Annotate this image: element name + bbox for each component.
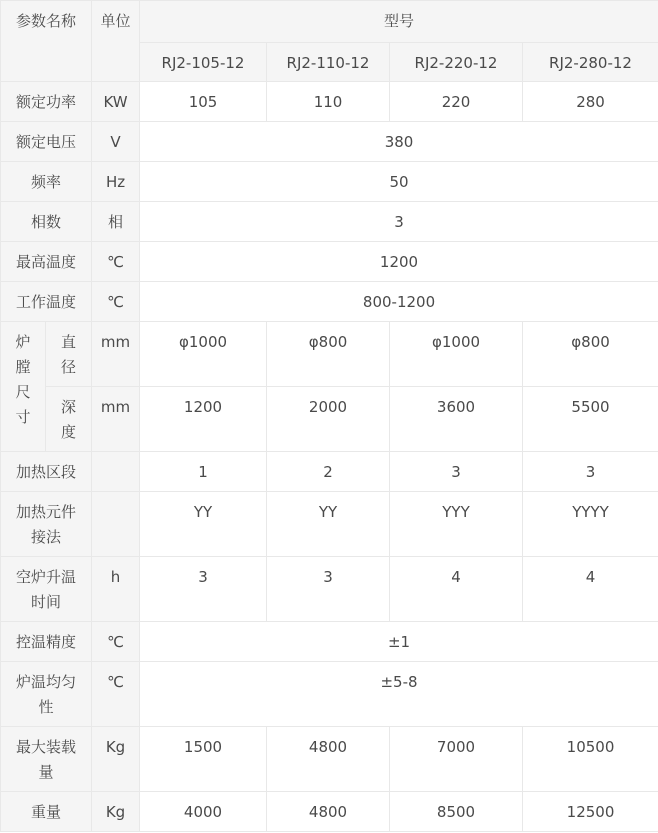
row-unit: Kg [92, 792, 140, 832]
cell-value: ±5-8 [140, 662, 658, 727]
cell-value: 3 [523, 452, 658, 492]
cell-value: 3 [140, 202, 658, 242]
cell-value: 1200 [140, 387, 267, 452]
row-label: 重量 [1, 792, 92, 832]
row-label [1, 662, 92, 727]
cell-value: 8500 [390, 792, 523, 832]
row-label: 额定功率 [1, 82, 92, 122]
row-unit: ℃ [92, 242, 140, 282]
label-char: 深 [61, 398, 77, 416]
label-char: 尺 [15, 383, 31, 401]
cell-value: φ800 [523, 322, 658, 387]
label-line: 炉温均匀 [16, 673, 77, 691]
label-line: 空炉升温 [16, 568, 77, 586]
cell-value: 2 [267, 452, 390, 492]
label-line: 性 [38, 698, 54, 716]
table-row [1, 242, 658, 282]
label-line: 时间 [31, 593, 62, 611]
table-row [1, 387, 658, 452]
table-row [1, 727, 658, 792]
cell-value: 280 [523, 82, 658, 122]
row-unit: h [92, 557, 140, 622]
table-row [1, 557, 658, 622]
row-unit: 相 [92, 202, 140, 242]
cell-value: 110 [267, 82, 390, 122]
row-label [1, 492, 92, 557]
cell-value: YY [140, 492, 267, 557]
row-label: 工作温度 [1, 282, 92, 322]
row-label: 频率 [1, 162, 92, 202]
cell-value: YYYY [523, 492, 658, 557]
label-char: 炉 [15, 333, 31, 351]
row-label [1, 727, 92, 792]
header-param-name: 参数名称 [1, 1, 92, 82]
row-label: 控温精度 [1, 622, 92, 662]
cell-value: 4 [390, 557, 523, 622]
label-char: 膛 [15, 358, 31, 376]
row-label: 额定电压 [1, 122, 92, 162]
cell-value: 10500 [523, 727, 658, 792]
cell-value: YY [267, 492, 390, 557]
cell-value: 1 [140, 452, 267, 492]
table-row [1, 322, 658, 387]
row-label: 加热区段 [1, 452, 92, 492]
cell-value: ±1 [140, 622, 658, 662]
row-unit: ℃ [92, 622, 140, 662]
model-name: RJ2-105-12 [140, 43, 267, 82]
label-char: 径 [61, 358, 77, 376]
cell-value: 3600 [390, 387, 523, 452]
label-line: 加热元件 [16, 503, 77, 521]
row-label [1, 557, 92, 622]
cell-value: 1200 [140, 242, 658, 282]
cell-value: YYY [390, 492, 523, 557]
cell-value: φ1000 [140, 322, 267, 387]
cell-value: 3 [140, 557, 267, 622]
label-char: 寸 [15, 408, 31, 426]
cell-value: 3 [390, 452, 523, 492]
cell-value: 5500 [523, 387, 658, 452]
header-unit: 单位 [92, 1, 140, 82]
model-name: RJ2-110-12 [267, 43, 390, 82]
cell-value: 380 [140, 122, 658, 162]
row-label: 最高温度 [1, 242, 92, 282]
row-unit: Hz [92, 162, 140, 202]
cell-value: 4800 [267, 792, 390, 832]
label-line: 接法 [31, 528, 62, 546]
table-row [1, 162, 658, 202]
row-unit: KW [92, 82, 140, 122]
depth-label [46, 387, 92, 452]
cell-value: 220 [390, 82, 523, 122]
cell-value: 4 [523, 557, 658, 622]
cell-value: 4000 [140, 792, 267, 832]
cell-value: φ1000 [390, 322, 523, 387]
model-name: RJ2-280-12 [523, 43, 658, 82]
cell-value: 50 [140, 162, 658, 202]
cell-value: 7000 [390, 727, 523, 792]
cell-value: 105 [140, 82, 267, 122]
table-row [1, 82, 658, 122]
table-row [1, 452, 658, 492]
row-unit [92, 492, 140, 557]
table-row [1, 282, 658, 322]
model-name: RJ2-220-12 [390, 43, 523, 82]
cell-value: 12500 [523, 792, 658, 832]
table-row [1, 662, 658, 727]
label-line: 量 [38, 763, 54, 781]
row-unit: mm [92, 322, 140, 387]
row-unit: V [92, 122, 140, 162]
diameter-label [46, 322, 92, 387]
table-row [1, 202, 658, 242]
table-row [1, 492, 658, 557]
row-unit: mm [92, 387, 140, 452]
row-unit: ℃ [92, 282, 140, 322]
cell-value: 4800 [267, 727, 390, 792]
row-unit: ℃ [92, 662, 140, 727]
label-line: 最大装载 [16, 738, 77, 756]
cell-value: 2000 [267, 387, 390, 452]
cell-value: 800-1200 [140, 282, 658, 322]
header-row [1, 1, 658, 43]
row-label: 相数 [1, 202, 92, 242]
header-model: 型号 [140, 1, 658, 43]
chamber-size-label [1, 322, 46, 452]
row-unit: Kg [92, 727, 140, 792]
row-unit [92, 452, 140, 492]
table-row [1, 622, 658, 662]
label-char: 直 [61, 333, 77, 351]
table-row [1, 792, 658, 832]
table-row [1, 122, 658, 162]
label-char: 度 [61, 423, 77, 441]
cell-value: 1500 [140, 727, 267, 792]
cell-value: 3 [267, 557, 390, 622]
cell-value: φ800 [267, 322, 390, 387]
